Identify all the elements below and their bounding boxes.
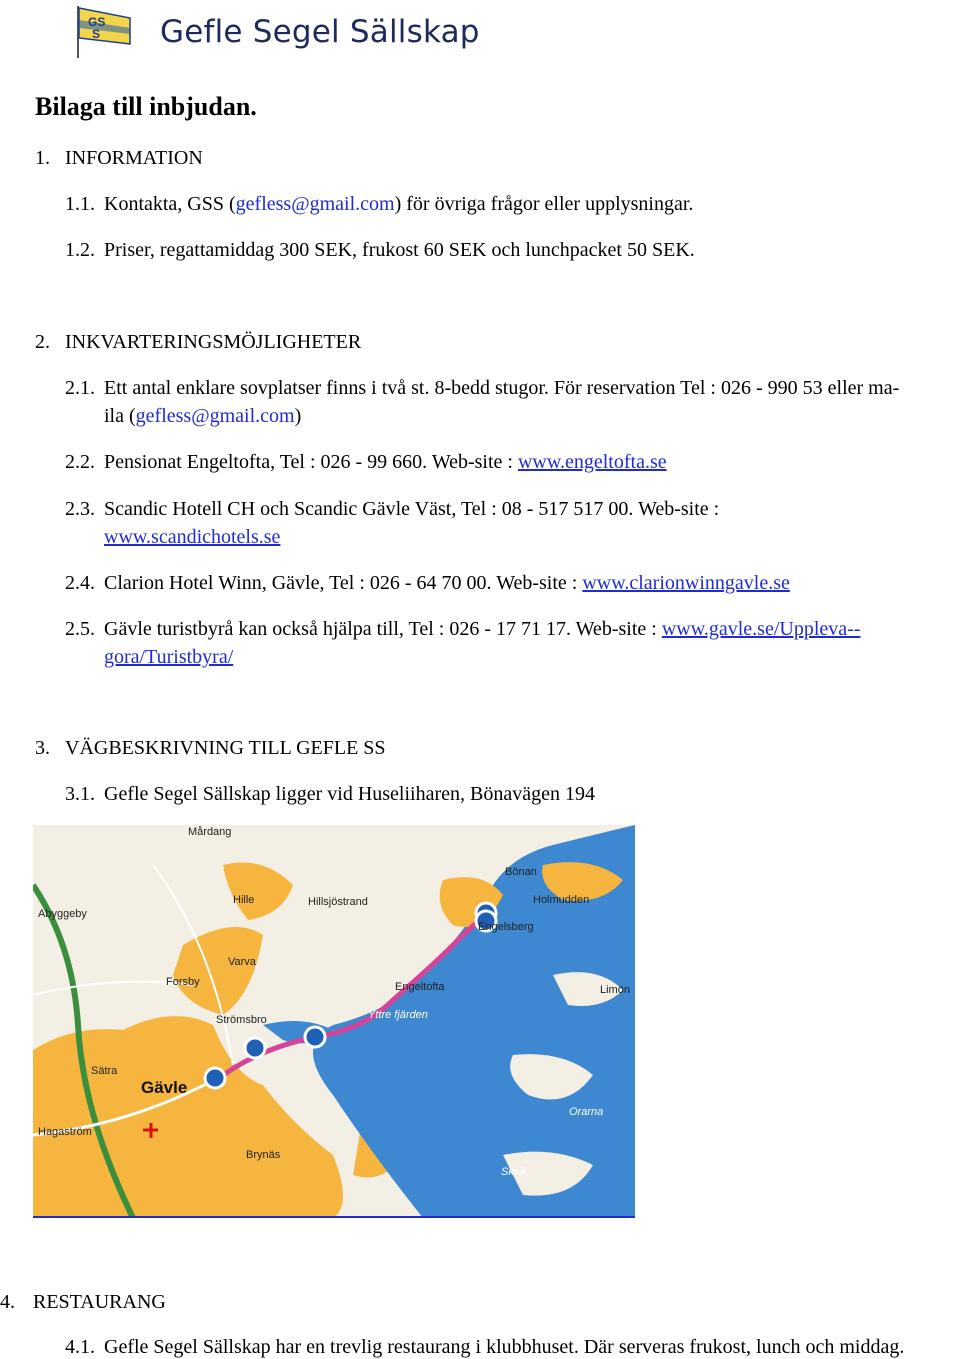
svg-text:S: S bbox=[92, 27, 101, 41]
item-3-1-text: Gefle Segel Sällskap ligger vid Huseliiharen, Bönavägen 194 bbox=[104, 783, 595, 805]
item-3-1-number: 3.1. bbox=[65, 783, 95, 805]
item-1-2-number: 1.2. bbox=[65, 239, 95, 261]
item-2-1-line2: ila (gefless@gmail.com) bbox=[104, 405, 302, 427]
item-2-2-number: 2.2. bbox=[65, 451, 95, 473]
reservation-email-link[interactable]: gefless@gmail.com bbox=[135, 405, 295, 427]
map-label-engeltofta: Engeltofta bbox=[395, 981, 445, 993]
item-2-3-text: Scandic Hotell CH och Scandic Gävle Väst, Tel : 08 - 517 517 00. Web-site : bbox=[104, 498, 720, 520]
engeltofta-link[interactable]: www.engeltofta.se bbox=[517, 451, 667, 473]
item-2-3-number: 2.3. bbox=[65, 498, 95, 520]
map-label-hillsjostrand: Hillsjöstrand bbox=[308, 896, 368, 908]
section-1-number: 1. bbox=[35, 147, 50, 169]
item-2-2-text: Pensionat Engeltofta, Tel : 026 - 99 660. Web-site : www.engeltofta.se bbox=[104, 451, 667, 473]
item-4-1-text: Gefle Segel Sällskap har en trevlig restaurang i klubbhuset. Där serveras frukost, lunch och middag. bbox=[104, 1336, 905, 1358]
scandic-link[interactable]: www.scandichotels.se bbox=[104, 526, 281, 548]
item-1-2-text: Priser, regattamiddag 300 SEK, frukost 60 SEK och lunchpacket 50 SEK. bbox=[104, 239, 695, 261]
section-1-heading: INFORMATION bbox=[65, 147, 203, 169]
gss-email-link[interactable]: gefless@gmail.com bbox=[235, 193, 395, 215]
map-label-skvik: Skvik bbox=[501, 1166, 528, 1178]
club-name-logo: Gefle Segel Sällskap bbox=[160, 14, 480, 50]
map-label-satra: Sätra bbox=[91, 1065, 118, 1077]
map-label-holmudden: Holmudden bbox=[533, 894, 590, 906]
map-marker-icon[interactable] bbox=[245, 1038, 265, 1058]
directions-map bbox=[33, 825, 635, 1218]
map-label-hille: Hille bbox=[233, 894, 255, 906]
map-label-forsby: Forsby bbox=[166, 976, 200, 988]
item-2-1-line1: Ett antal enklare sovplatser finns i två st. 8-bedd stugor. För reservation Tel : 026 - 990 53 eller ma- bbox=[104, 377, 900, 399]
section-3-heading: VÄGBESKRIVNING TILL GEFLE SS bbox=[65, 737, 386, 759]
map-label-varva: Varva bbox=[228, 956, 256, 968]
section-3-number: 3. bbox=[35, 737, 50, 759]
item-2-4-text: Clarion Hotel Winn, Gävle, Tel : 026 - 64 70 00. Web-site : www.clarionwinngavle.se bbox=[104, 572, 790, 594]
clarion-link[interactable]: www.clarionwinngavle.se bbox=[582, 572, 790, 594]
map-label-gavle: Gävle bbox=[141, 1078, 188, 1097]
section-2-heading: INKVARTERINGSMÖJLIGHETER bbox=[65, 331, 362, 353]
map-label-abyggeby: Abyggeby bbox=[38, 908, 87, 920]
gavle-tourist-link[interactable]: www.gavle.se/Uppleva-- bbox=[661, 618, 861, 640]
item-2-5-number: 2.5. bbox=[65, 618, 95, 640]
map-label-yttre-fjarden: Yttre fjärden bbox=[368, 1009, 428, 1021]
map-label-stromsbro: Strömsbro bbox=[216, 1014, 267, 1026]
map-marker-icon[interactable] bbox=[205, 1068, 225, 1088]
item-2-4-number: 2.4. bbox=[65, 572, 95, 594]
map-label-limon: Limön bbox=[600, 984, 630, 996]
map-label-bonan: Bönan bbox=[505, 866, 537, 878]
map-label-engelsberg: Engelsberg bbox=[478, 921, 534, 933]
map-label-hagastrom: Hagaström bbox=[38, 1126, 92, 1138]
section-4-heading: RESTAURANG bbox=[33, 1291, 166, 1313]
svg-text:GS: GS bbox=[88, 15, 106, 29]
item-4-1-number: 4.1. bbox=[65, 1336, 95, 1358]
map-marker-icon[interactable] bbox=[305, 1027, 325, 1047]
item-1-1-text: Kontakta, GSS (gefless@gmail.com) för övriga frågor eller upplysningar. bbox=[104, 193, 694, 215]
page-title: Bilaga till inbjudan. bbox=[35, 92, 257, 121]
item-2-1-number: 2.1. bbox=[65, 377, 95, 399]
item-1-1-number: 1.1. bbox=[65, 193, 95, 215]
gavle-tourist-link-cont[interactable]: gora/Turistbyra/ bbox=[104, 646, 234, 668]
map-label-orarna: Orarna bbox=[569, 1106, 604, 1118]
item-2-5-text: Gävle turistbyrå kan också hjälpa till, Tel : 026 - 17 71 17. Web-site : www.gavle.se/Uppleva-- bbox=[104, 618, 861, 640]
map-label-brynas: Brynäs bbox=[246, 1149, 281, 1161]
club-flag-logo bbox=[72, 4, 134, 60]
map-label-mardang: Mårdang bbox=[188, 826, 232, 838]
section-2-number: 2. bbox=[35, 331, 50, 353]
section-4-number: 4. bbox=[0, 1291, 15, 1313]
